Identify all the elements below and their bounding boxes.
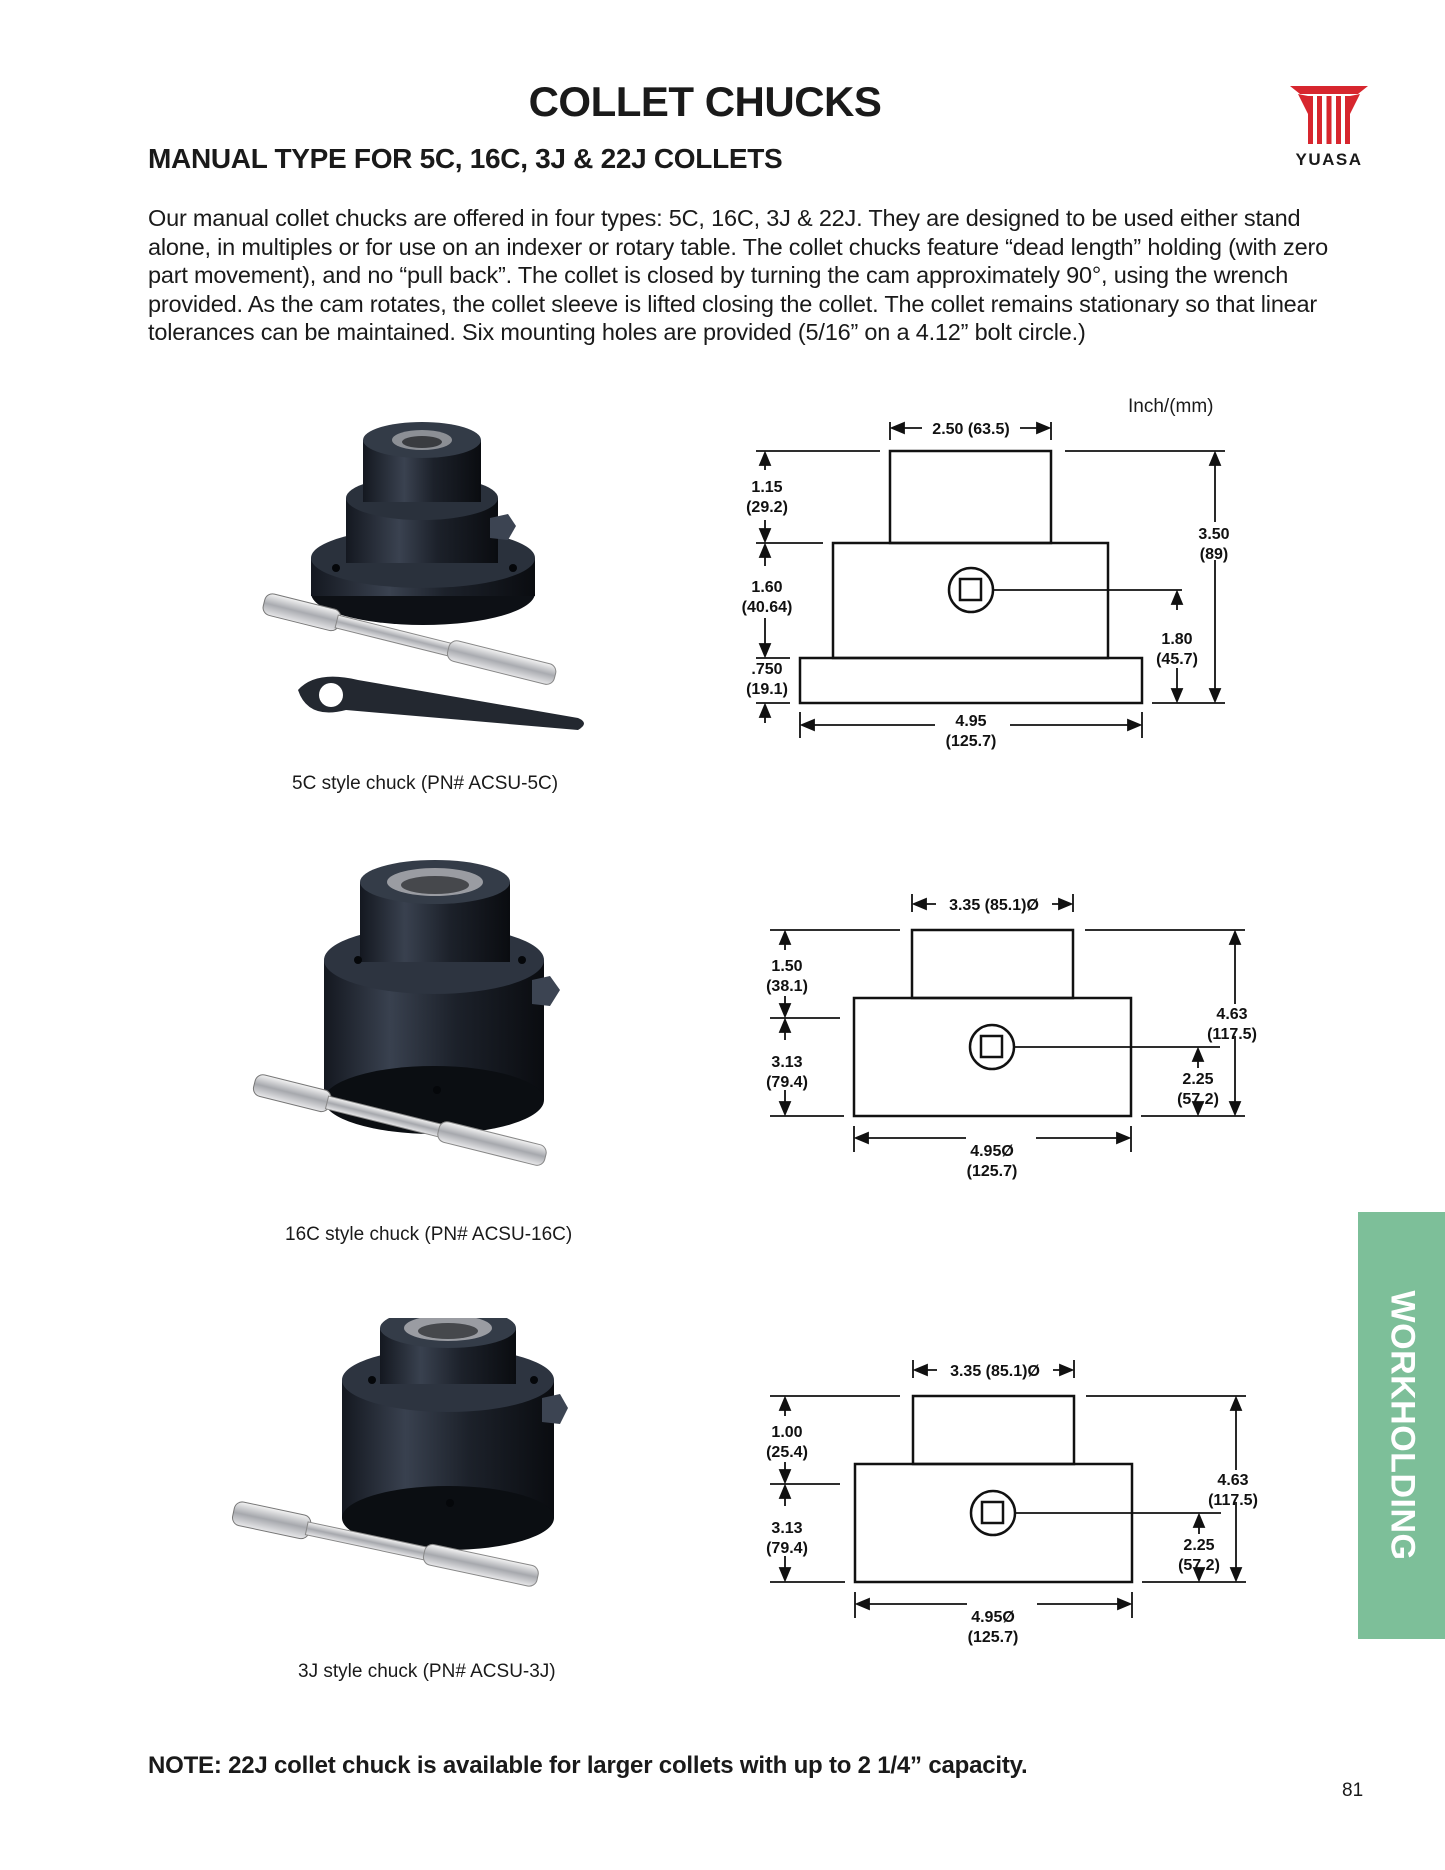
dim-total-height-in: 4.63 [1216, 1006, 1248, 1023]
section-tab-label: WORKHOLDING [1383, 1290, 1422, 1561]
dim-top-height-mm: (38.1) [766, 978, 808, 995]
dim-cam-height-in: 2.25 [1183, 1537, 1215, 1554]
dim-top-width: 2.50 (63.5) [932, 421, 1010, 438]
yuasa-logo-icon [1288, 84, 1370, 146]
dim-body-height-mm: (79.4) [766, 1540, 808, 1557]
chuck-16c-photo [232, 860, 632, 1220]
dim-body-height-in: 3.13 [771, 1054, 803, 1071]
dim-body-height-mm: (79.4) [766, 1074, 808, 1091]
section-tab-label-wrap [1358, 1212, 1445, 1639]
dim-top-height-mm: (29.2) [746, 499, 788, 516]
dim-cam-height-mm: (57.2) [1178, 1557, 1220, 1574]
dim-base-width-mm: (125.7) [966, 1163, 1018, 1180]
dim-total-height-in: 4.63 [1217, 1472, 1249, 1489]
diagram-3j [740, 1346, 1280, 1666]
dim-cam-height-in: 2.25 [1182, 1071, 1214, 1088]
chuck-3j-photo [222, 1318, 622, 1658]
dim-base-height-in: .750 [751, 661, 783, 678]
dim-base-width-in: 4.95Ø [971, 1609, 1015, 1626]
dim-cam-height-in: 1.80 [1161, 631, 1193, 648]
dim-body-height-in: 3.13 [771, 1520, 803, 1537]
caption-16c: 16C style chuck (PN# ACSU-16C) [285, 1224, 573, 1245]
dim-base-width-in: 4.95Ø [970, 1143, 1014, 1160]
page-subtitle: MANUAL TYPE FOR 5C, 16C, 3J & 22J COLLETS [148, 143, 783, 174]
dim-top-width: 3.35 (85.1)Ø [949, 897, 1039, 914]
dim-cam-height-mm: (45.7) [1156, 651, 1198, 668]
units-label: Inch/(mm) [1128, 396, 1214, 417]
dim-top-width: 3.35 (85.1)Ø [950, 1363, 1040, 1380]
dim-base-height-mm: (19.1) [746, 681, 788, 698]
dim-total-height-mm: (117.5) [1208, 1492, 1258, 1509]
diagram-16c [740, 880, 1280, 1200]
caption-5c: 5C style chuck (PN# ACSU-5C) [292, 773, 559, 794]
page-number: 81 [1342, 1780, 1364, 1801]
dim-total-height-mm: (89) [1199, 546, 1229, 563]
dim-top-height-in: 1.15 [751, 479, 783, 496]
dim-top-height-in: 1.50 [771, 958, 803, 975]
intro-paragraph: Our manual collet chucks are offered in four types: 5C, 16C, 3J & 22J. They are designed to be used either stand alone, in multiples or for use on an indexer or rotary table. The collet chucks feature “dead length” holding (with zero part movement), and no “pull back”. The collet is closed by turning the cam approximately 90°, using the wrench provided. As the cam rotates, the collet sleeve is lifted closing the collet. The collet remains stationary so that linear tolerances can be maintained. Six mounting holes are provided (5/16” on a 4.12” bolt circle.) [148, 205, 1328, 345]
dim-mid-height-mm: (40.64) [741, 599, 793, 616]
logo-text: YUASA [1295, 150, 1363, 169]
note-text: NOTE: 22J collet chuck is available for larger collets with up to 2 1/4” capacity. [148, 1752, 1028, 1779]
caption-3j: 3J style chuck (PN# ACSU-3J) [298, 1661, 556, 1682]
dim-base-width-mm: (125.7) [945, 733, 997, 750]
dim-total-height-in: 3.50 [1198, 526, 1230, 543]
dim-mid-height-in: 1.60 [751, 579, 783, 596]
chuck-5c-photo [238, 418, 638, 758]
dim-base-width-mm: (125.7) [967, 1629, 1019, 1646]
dim-total-height-mm: (117.5) [1207, 1026, 1257, 1043]
dim-top-height-in: 1.00 [771, 1424, 803, 1441]
dim-base-width-in: 4.95 [955, 713, 987, 730]
dim-cam-height-mm: (57.2) [1177, 1091, 1219, 1108]
page-title: COLLET CHUCKS [528, 78, 882, 125]
dim-top-height-mm: (25.4) [766, 1444, 808, 1461]
diagram-5c [720, 400, 1260, 760]
